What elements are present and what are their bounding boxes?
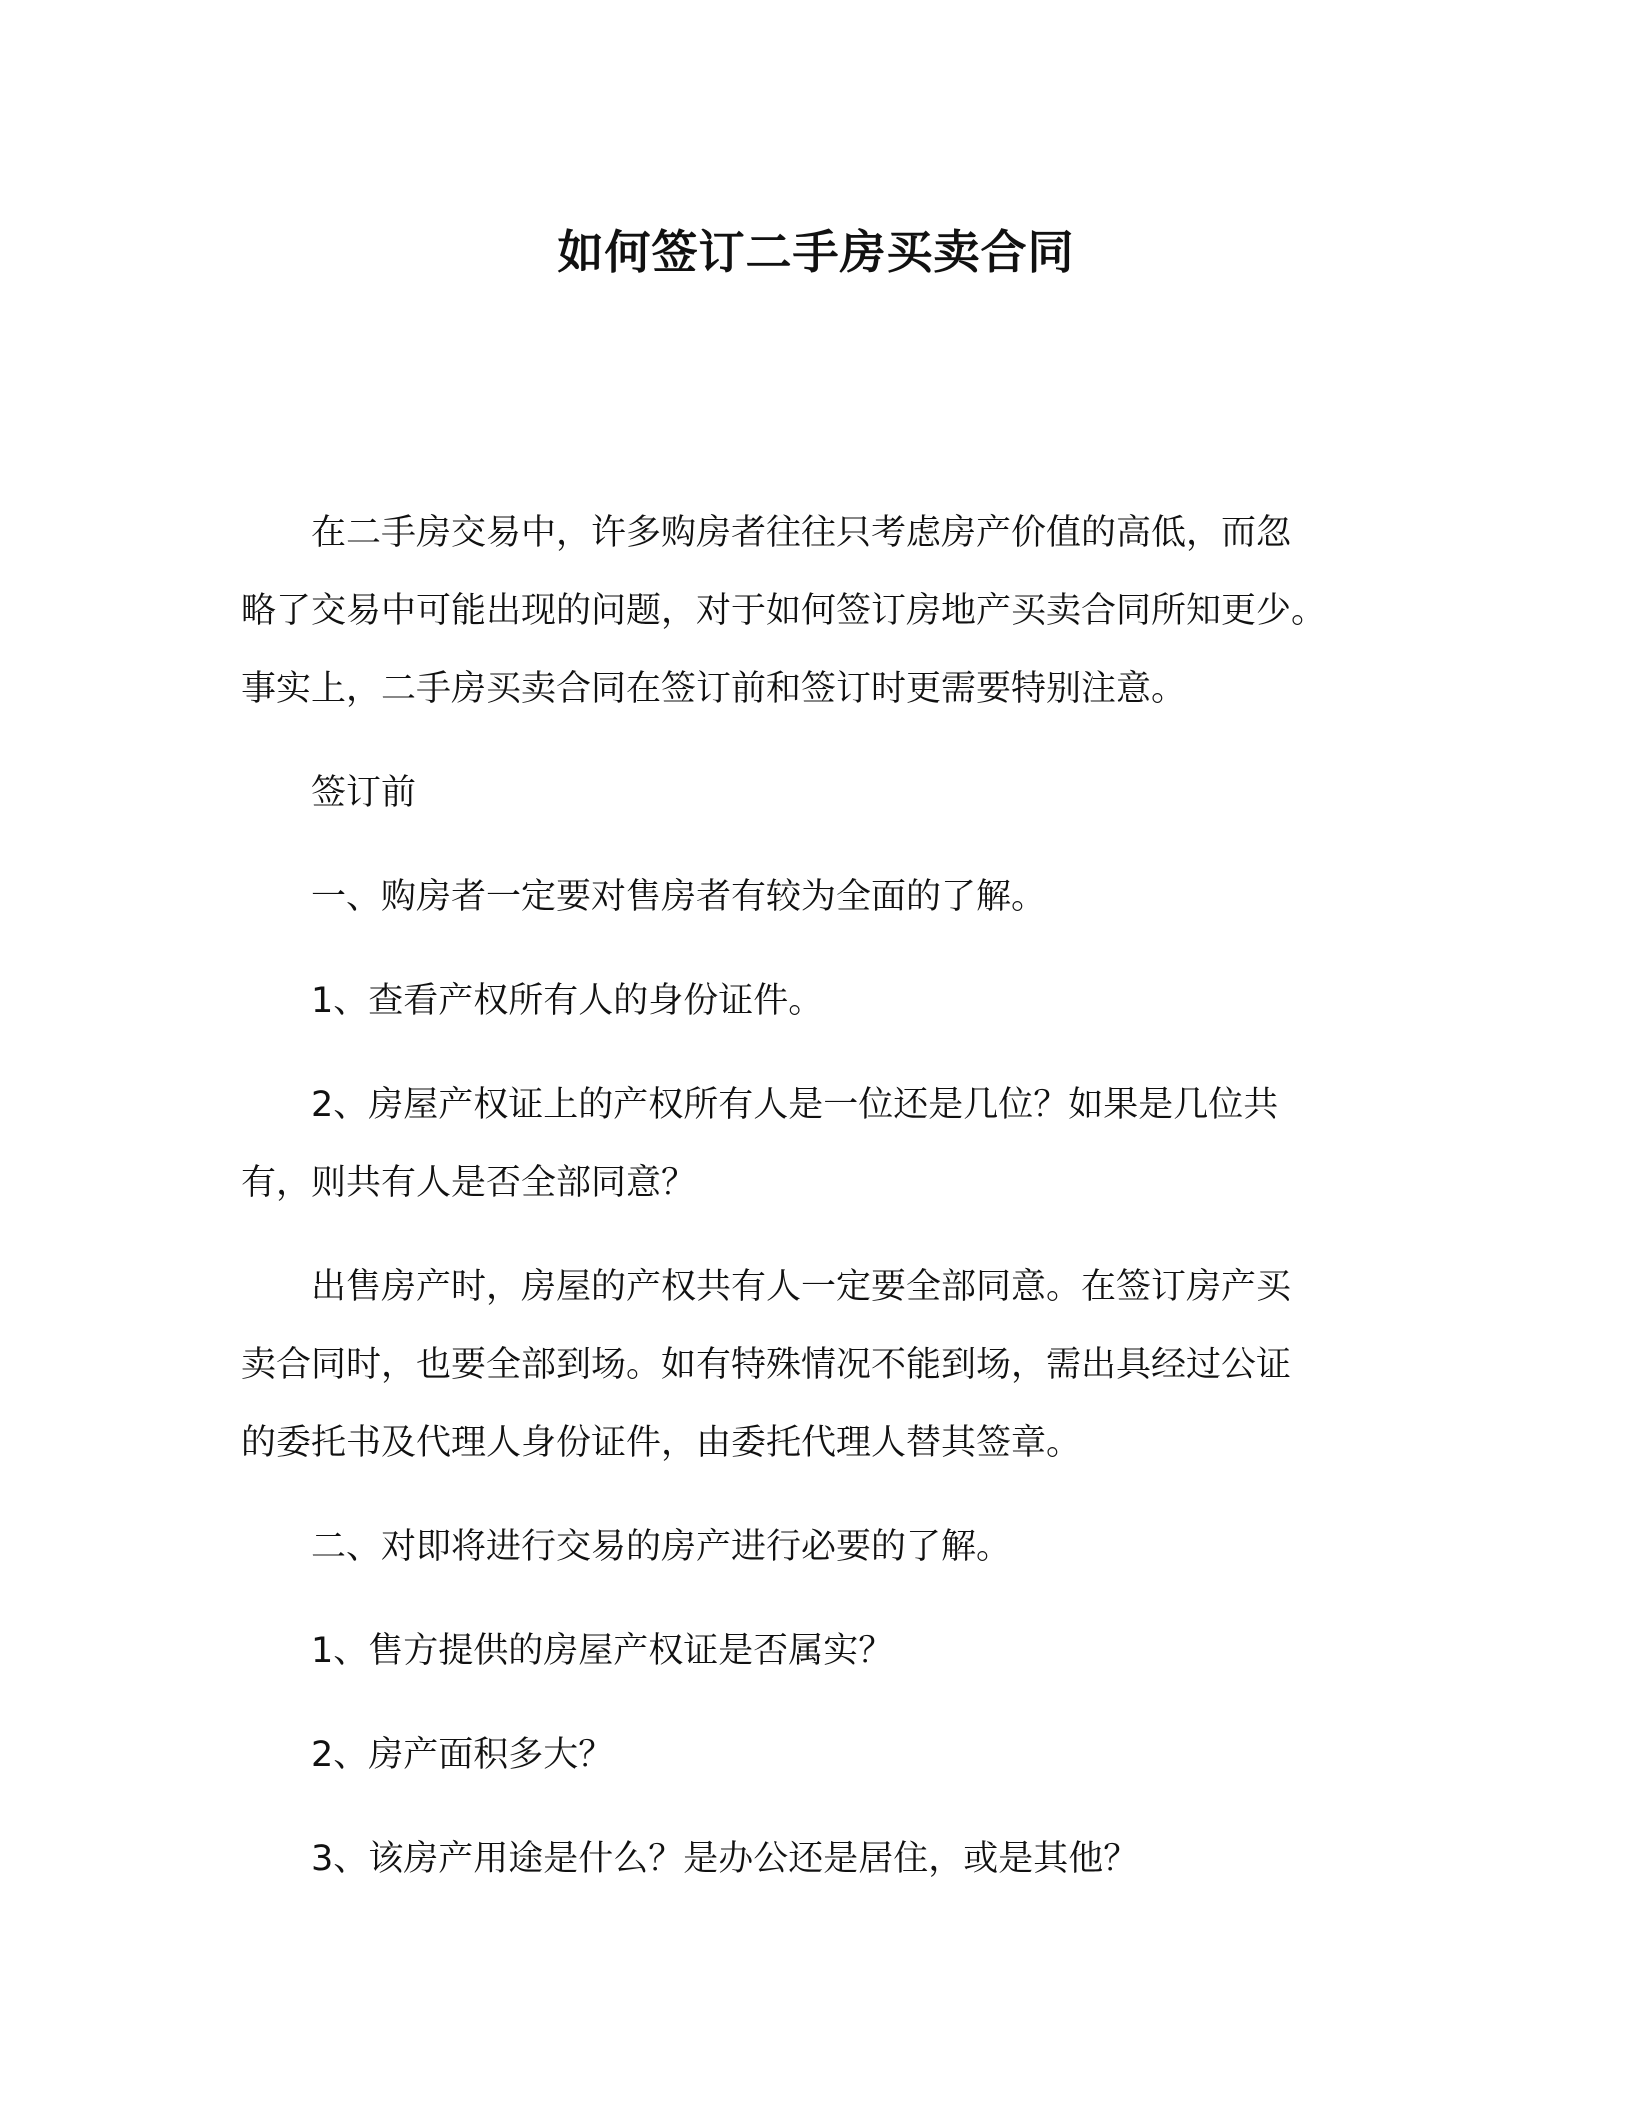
paragraph-co-owner-note: 出售房产时，房屋的产权共有人一定要全部同意。在签订房产买 卖合同时，也要全部到场。如有特殊情况不能到场，需出具经过公证 的委托书及代理人身份证件，由委托代理人替其签章。 — [241, 1267, 1292, 1463]
paragraph-item-2-3: 3、该房产用途是什么？是办公还是居住，或是其他？ — [311, 1839, 1139, 1879]
paragraph-item-2-1: 1、售方提供的房屋产权证是否属实？ — [311, 1631, 894, 1671]
document-title: 如何签订二手房买卖合同 — [557, 225, 1075, 279]
paragraph-section-2: 二、对即将进行交易的房产进行必要的了解。 — [311, 1527, 1012, 1567]
paragraph-item-1-2: 2、房屋产权证上的产权所有人是一位还是几位？如果是几位共 有，则共有人是否全部同意？ — [241, 1085, 1279, 1203]
paragraph-section-1: 一、购房者一定要对售房者有较为全面的了解。 — [311, 877, 1047, 917]
paragraph-item-2-2: 2、房产面积多大？ — [311, 1735, 614, 1775]
paragraph-before-signing: 签订前 — [311, 773, 417, 813]
paragraph-item-1-1: 1、查看产权所有人的身份证件。 — [311, 981, 824, 1021]
document-body — [241, 494, 1391, 1924]
paragraph-intro: 在二手房交易中，许多购房者往往只考虑房产价值的高低，而忽 略了交易中可能出现的问题，对于如何签订房地产买卖合同所知更少。 事实上，二手房买卖合同在签订前和签订时更需要特别注意。 — [241, 513, 1327, 709]
